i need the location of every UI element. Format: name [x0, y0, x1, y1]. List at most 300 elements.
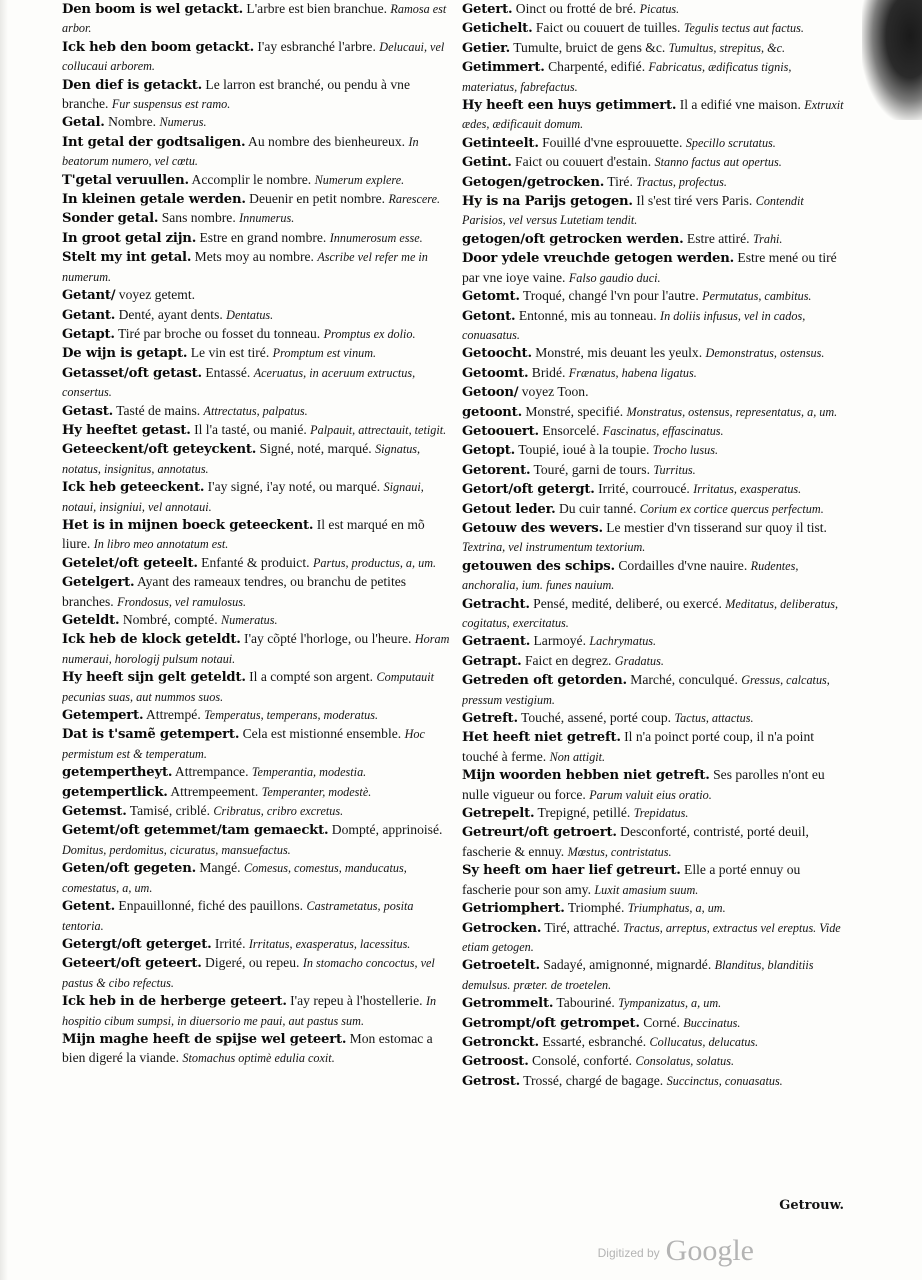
dictionary-entry	[462, 671, 848, 709]
entry-french: Pensé, medité, deliberé, ou exercé.	[529, 595, 722, 611]
entry-latin: Gressus, calcatus, pressum vestigium.	[462, 673, 830, 707]
entry-latin: Stanno factus aut opertus.	[654, 155, 782, 170]
entry-headword: Hy heeft sijn gelt geteldt.	[62, 670, 246, 686]
entry-headword: Getraent.	[462, 634, 531, 650]
entry-latin: Hoc permistum est & temperatum.	[62, 727, 425, 761]
entry-french: Mets moy au nombre.	[191, 249, 314, 265]
entry-headword: Getopt.	[462, 443, 516, 459]
dictionary-entry	[62, 190, 452, 209]
dictionary-entry	[62, 611, 452, 630]
entry-french: Nombré, compté.	[119, 612, 218, 627]
dictionary-entry	[62, 725, 452, 763]
entry-french: Touré, garni de tours.	[530, 461, 650, 477]
entry-latin: Consolatus, solatus.	[635, 1054, 734, 1069]
dictionary-entry	[462, 58, 848, 96]
entry-headword: Getrost.	[462, 1073, 520, 1089]
entry-latin: Buccinatus.	[683, 1015, 741, 1030]
entry-latin: Specillo scrutatus.	[685, 135, 776, 150]
entry-french: Trepigné, petillé.	[534, 805, 631, 821]
entry-latin: Tactus, attactus.	[674, 711, 754, 726]
entry-headword: Getimmert.	[462, 60, 545, 76]
entry-latin: Fabricatus, ædificatus tignis, materiatus, fabrefactus.	[462, 60, 792, 94]
entry-headword: Het is in mijnen boeck geteeckent.	[62, 517, 314, 533]
entry-latin: In libro meo annotatum est.	[93, 537, 229, 552]
entry-latin: Mœstus, contristatus.	[567, 844, 672, 859]
entry-latin: Permutatus, cambitus.	[702, 289, 812, 304]
entry-french: Touché, assené, porté coup.	[517, 710, 672, 726]
entry-headword: Getal.	[62, 115, 105, 131]
entry-latin: Tumultus, strepitus, &c.	[668, 40, 786, 55]
entry-french: Tiré.	[604, 173, 633, 189]
dictionary-entry	[62, 554, 452, 573]
entry-latin: Numerus.	[159, 115, 207, 130]
dictionary-entry	[462, 766, 848, 804]
entry-latin: Ramosa est arbor.	[62, 2, 447, 36]
entry-headword: Getracht.	[462, 596, 530, 612]
entry-french: Cordailles d'vne nauire.	[614, 557, 748, 573]
dictionary-entry	[462, 1072, 848, 1091]
entry-french: Attrempeement.	[167, 783, 259, 799]
entry-headword: Getreden oft getorden.	[462, 673, 627, 689]
dictionary-entry	[462, 956, 848, 994]
entry-latin: Blanditus, blanditiis demulsus. præter. de troetelen.	[462, 958, 814, 992]
entry-latin: Tegulis tectus aut factus.	[683, 21, 804, 36]
dictionary-entry	[462, 441, 848, 460]
entry-headword: Getoouert.	[462, 423, 539, 439]
dictionary-entry	[62, 573, 452, 611]
entry-latin: Numeratus.	[221, 613, 278, 627]
entry-headword: Ick heb in de herberge geteert.	[62, 994, 287, 1010]
dictionary-entry	[62, 421, 452, 440]
dictionary-entry	[462, 899, 848, 918]
entry-latin: Ascribe vel refer me in numerum.	[62, 250, 428, 284]
dictionary-entry	[462, 364, 848, 383]
entry-headword: getouwen des schips.	[462, 558, 615, 574]
entry-french: Sadayé, amignonné, mignardé.	[539, 957, 712, 973]
entry-french: Irrité.	[211, 935, 246, 951]
entry-french: Mangé.	[195, 860, 241, 876]
entry-latin: Irritatus, exasperatus, lacessitus.	[248, 936, 411, 951]
entry-latin: Parum valuit eius oratio.	[589, 787, 712, 802]
entry-french: Ensorcelé.	[538, 422, 600, 438]
catchword: Getrouw.	[779, 1198, 844, 1213]
entry-latin: Signaui, notaui, insigniui, vel annotaui.	[62, 480, 424, 514]
entry-headword: Getemst.	[62, 804, 127, 820]
entry-headword: Getapt.	[62, 326, 115, 342]
entry-latin: Textrina, vel instrumentum textorium.	[462, 540, 646, 555]
entry-headword: Hy heeft een huys getimmert.	[462, 98, 677, 114]
entry-latin: Rarescere.	[388, 192, 441, 207]
entry-french: Desconforté, contristé, porté deuil, fascherie & ennuy.	[462, 824, 809, 859]
entry-latin: Monstratus, ostensus, representatus, a, um.	[626, 404, 838, 419]
entry-headword: Sy heeft om haer lief getreurt.	[462, 863, 681, 879]
dictionary-entry	[462, 307, 848, 345]
dictionary-entry	[462, 383, 848, 402]
entry-headword: Getreft.	[462, 711, 518, 727]
dictionary-entry	[62, 897, 452, 935]
entry-french: Enfanté & produict.	[197, 554, 310, 570]
entry-headword: Getemt/oft getemmet/tam gemaeckt.	[62, 823, 329, 839]
entry-latin: Demonstratus, ostensus.	[705, 346, 825, 361]
entry-latin: Aceruatus, in aceruum extructus, consertus.	[62, 365, 416, 400]
entry-french: Faict ou couuert d'estain.	[511, 154, 652, 170]
dictionary-entry	[462, 994, 848, 1013]
entry-latin: Promptum est vinum.	[272, 346, 377, 361]
entry-latin: Meditatus, deliberatus, cogitatus, exercitatus.	[462, 596, 839, 630]
dictionary-entry	[462, 249, 848, 287]
entry-french: Il l'a tasté, ou manié.	[190, 421, 307, 437]
entry-latin: Cribratus, cribro excretus.	[213, 804, 344, 819]
entry-french: Mon estomac a bien digeré la viande.	[62, 1030, 433, 1066]
entry-latin: Temperantia, modestia.	[251, 765, 367, 780]
entry-headword: Getergt/oft geterget.	[62, 936, 212, 952]
entry-latin: Tractus, profectus.	[636, 174, 727, 189]
dictionary-entry	[62, 229, 452, 248]
entry-french: Attrempance.	[172, 764, 249, 780]
entry-headword: Getier.	[462, 40, 511, 56]
entry-headword: Getrommelt.	[462, 996, 554, 1012]
entry-headword: Getroost.	[462, 1054, 529, 1070]
entry-headword: Getichelt.	[462, 21, 533, 37]
entry-latin: In hospitio cibum sumpsi, in diuersorio me paui, aut pastus sum.	[62, 994, 437, 1028]
dictionary-entry	[62, 286, 452, 305]
entry-french: Le mestier d'vn tisserand sur quoy il tist.	[602, 519, 827, 535]
entry-french: Monstré, specifié.	[521, 403, 624, 419]
dictionary-entry	[462, 230, 848, 249]
right-column	[462, 0, 848, 1200]
entry-headword: Geteldt.	[62, 613, 120, 628]
dictionary-entry	[62, 113, 452, 132]
entry-latin: Numerum explere.	[314, 172, 405, 187]
entry-french: Estre attiré.	[683, 230, 750, 246]
dictionary-entry	[62, 171, 452, 190]
dictionary-entry	[462, 823, 848, 861]
entry-french: Faict ou couuert de tuilles.	[532, 20, 681, 36]
entry-headword: Getogen/getrocken.	[462, 174, 605, 190]
dictionary-entry	[462, 595, 848, 633]
dictionary-entry	[462, 519, 848, 557]
entry-french: Nombre.	[104, 114, 157, 130]
entry-headword: Getasset/oft getast.	[62, 365, 202, 381]
dictionary-entry	[462, 709, 848, 728]
entry-headword: Mijn woorden hebben niet getreft.	[462, 768, 710, 784]
dictionary-entry	[462, 173, 848, 192]
entry-latin: Stomachus optimè edulia coxit.	[182, 1051, 335, 1066]
entry-latin: In doliis infusus, vel in cados, conuasatus.	[462, 308, 806, 342]
dictionary-entry	[462, 19, 848, 38]
entry-headword: Geten/oft gegeten.	[62, 861, 196, 877]
dictionary-entry	[62, 954, 452, 992]
entry-latin: Rudentes, anchoralia, ium. funes nauium.	[462, 558, 799, 593]
dictionary-entry	[462, 344, 848, 363]
digitized-watermark	[598, 1226, 754, 1266]
entry-headword: Getoocht.	[462, 346, 532, 362]
entry-headword: Getronckt.	[462, 1034, 539, 1050]
entry-headword: Dat is t'samẽ getempert.	[62, 727, 240, 743]
entry-latin: In beatorum numero, vel cœtu.	[62, 134, 419, 169]
entry-latin: Partus, productus, a, um.	[312, 555, 437, 570]
entry-headword: De wijn is getapt.	[62, 346, 188, 362]
entry-headword: Getrompt/oft getrompet.	[462, 1015, 640, 1031]
entry-french: Cela est mistionné ensemble.	[239, 726, 402, 742]
dictionary-entry	[62, 306, 452, 325]
dictionary-entry	[62, 478, 452, 516]
dictionary-entry	[462, 403, 848, 422]
dictionary-entry	[62, 859, 452, 897]
entry-headword: Ick heb de klock geteldt.	[62, 632, 241, 648]
entry-french: Bridé.	[528, 364, 566, 380]
dictionary-entry	[62, 516, 452, 554]
entry-headword: Getomt.	[462, 289, 520, 305]
dictionary-entry	[62, 935, 452, 954]
entry-latin: Falso gaudio duci.	[568, 270, 661, 285]
entry-french: L'arbre est bien branchue.	[243, 1, 388, 16]
entry-headword: Den boom is wel getackt.	[62, 2, 244, 17]
entry-headword: Getoomt.	[462, 365, 529, 381]
entry-french: Toupié, ioué à la toupie.	[515, 442, 650, 458]
entry-french: Le larron est branché, ou pendu à vne branche.	[62, 76, 410, 112]
entry-french: Consolé, conforté.	[528, 1053, 633, 1069]
dictionary-entry	[462, 500, 848, 519]
left-column	[62, 0, 452, 1200]
dictionary-entry	[462, 919, 848, 957]
entry-french: Du cuir tanné.	[555, 500, 637, 516]
entry-french: Il a compté son argent.	[245, 669, 374, 685]
dictionary-entry	[62, 706, 452, 725]
entry-french: Marché, conculqué.	[626, 672, 738, 688]
entry-headword: Int getal der godtsaligen.	[62, 134, 246, 150]
dictionary-entry	[462, 96, 848, 134]
ink-blot	[862, 0, 922, 120]
entry-latin: Turritus.	[653, 462, 696, 477]
entry-french: I'ay signé, i'ay noté, ou marqué.	[204, 479, 381, 495]
entry-latin: Tympanizatus, a, um.	[618, 996, 722, 1011]
entry-french: Monstré, mis deuant les yeulx.	[531, 345, 703, 361]
dictionary-entry	[62, 440, 452, 478]
entry-latin: Corium ex cortice quercus perfectum.	[639, 501, 824, 516]
entry-french: Tumulte, bruict de gens &c.	[510, 39, 666, 55]
entry-french: Denté, ayant dents.	[115, 306, 223, 322]
entry-headword: Getant.	[62, 307, 116, 323]
entry-french: Tamisé, criblé.	[126, 803, 210, 819]
entry-headword: Ick heb den boom getackt.	[62, 39, 254, 55]
dictionary-entry	[462, 480, 848, 499]
entry-headword: getempertheyt.	[62, 765, 173, 781]
dictionary-entry	[62, 209, 452, 228]
entry-french: Deuenir en petit nombre.	[245, 191, 386, 207]
entry-french: Le vin est tiré.	[187, 345, 270, 361]
entry-latin: Trocho lusus.	[652, 443, 719, 458]
entry-latin: Innumerus.	[239, 211, 295, 226]
dictionary-entry	[462, 557, 848, 595]
entry-french: Entonné, mis au tonneau.	[515, 307, 657, 323]
entry-latin: Trahi.	[753, 231, 783, 246]
entry-french: I'ay repeu à l'hostellerie.	[286, 993, 423, 1009]
entry-french: I'ay esbranché l'arbre.	[253, 38, 376, 54]
dictionary-entry	[462, 0, 848, 19]
entry-french: Tabouriné.	[553, 995, 615, 1011]
dictionary-entry	[462, 728, 848, 766]
entry-latin: Dentatus.	[226, 307, 274, 322]
dictionary-entry	[462, 804, 848, 823]
dictionary-entry	[462, 1033, 848, 1052]
entry-headword: In kleinen getale werden.	[62, 192, 246, 208]
dictionary-entry	[62, 630, 452, 668]
entry-french: Entassé.	[201, 364, 251, 380]
entry-latin: Comesus, comestus, manducatus, comestatus, a, um.	[62, 861, 407, 895]
entry-french: Estre en grand nombre.	[196, 229, 327, 245]
entry-headword: Het heeft niet getreft.	[462, 730, 621, 746]
entry-latin: Signatus, notatus, insignitus, annotatus.	[62, 442, 421, 476]
watermark-prefix: Digitized by	[597, 1246, 660, 1260]
entry-headword: T'getal veruullen.	[62, 172, 189, 188]
entry-latin: Attrectatus, palpatus.	[203, 403, 308, 418]
dictionary-entry	[62, 783, 452, 802]
dictionary-entry	[62, 325, 452, 344]
dictionary-entry	[462, 39, 848, 58]
entry-french: Ayant des rameaux tendres, ou branchu de petites branches.	[62, 574, 407, 609]
entry-headword: Getont.	[462, 308, 516, 324]
dictionary-entry	[462, 652, 848, 671]
entry-french: Digeré, ou repeu.	[201, 955, 300, 971]
entry-french: Tiré, attraché.	[541, 919, 620, 935]
entry-french: I'ay cõpté l'horloge, ou l'heure.	[240, 631, 412, 647]
entry-french: Il s'est tiré vers Paris.	[632, 193, 753, 209]
entry-latin: Innumerosum esse.	[329, 230, 423, 245]
dictionary-entry	[462, 134, 848, 153]
entry-french: voyez Toon.	[518, 384, 589, 400]
dictionary-entry	[462, 861, 848, 899]
page-edge-shadow	[0, 0, 8, 1280]
dictionary-entry	[462, 422, 848, 441]
entry-headword: Mijn maghe heeft de spijse wel geteert.	[62, 1031, 347, 1047]
entry-latin: Castrametatus, posita tentoria.	[62, 899, 414, 933]
dictionary-entry	[62, 802, 452, 821]
entry-headword: Getelgert.	[62, 575, 135, 591]
entry-headword: Hy heeftet getast.	[62, 422, 191, 438]
entry-headword: In groot getal zijn.	[62, 230, 197, 246]
entry-headword: Getrocken.	[462, 920, 542, 936]
entry-headword: Stelt my int getal.	[62, 250, 192, 266]
entry-french: Il a edifié vne maison.	[676, 97, 801, 113]
entry-headword: Getorent.	[462, 462, 531, 478]
dictionary-entry	[462, 192, 848, 230]
entry-french: Dompté, apprinoisé.	[328, 822, 443, 838]
entry-latin: Temperanter, modestè.	[261, 784, 372, 799]
dictionary-entry	[462, 632, 848, 651]
entry-headword: Geteert/oft geteert.	[62, 956, 202, 972]
entry-latin: Lachrymatus.	[589, 634, 657, 649]
dictionary-entry	[462, 461, 848, 480]
entry-latin: Irritatus, exasperatus.	[693, 482, 802, 497]
entry-french: Larmoyé.	[530, 633, 586, 649]
entry-headword: getoont.	[462, 404, 522, 420]
entry-french: Attrempé.	[143, 707, 201, 723]
entry-latin: Tractus, arreptus, extractus vel ereptus. Vide etiam getogen.	[462, 920, 841, 954]
entry-latin: Fascinatus, effascinatus.	[602, 423, 724, 438]
entry-french: Signé, noté, marqué.	[256, 441, 372, 457]
entry-latin: Gradatus.	[614, 653, 664, 668]
entry-latin: Triumphatus, a, um.	[627, 901, 726, 916]
dictionary-entry	[62, 402, 452, 421]
entry-headword: Getout leder.	[462, 501, 556, 517]
dictionary-entry	[62, 133, 452, 171]
entry-headword: Getinteelt.	[462, 135, 539, 151]
entry-french: Elle a porté ennuy ou fascherie pour son amy.	[462, 862, 801, 897]
entry-headword: getempertlick.	[62, 784, 168, 800]
entry-headword: Sonder getal.	[62, 211, 159, 227]
entry-french: Il est marqué en mõ liure.	[62, 516, 425, 552]
entry-latin: Promptus ex dolio.	[323, 326, 416, 341]
entry-french: Sans nombre.	[158, 210, 236, 226]
dictionary-entry	[462, 1052, 848, 1071]
entry-latin: Palpauit, attrectauit, tetigit.	[310, 422, 447, 437]
entry-headword: Getoon/	[462, 385, 519, 401]
dictionary-entry	[62, 76, 452, 114]
entry-latin: Frænatus, habena ligatus.	[568, 365, 697, 380]
entry-headword: Getast.	[62, 403, 113, 419]
entry-french: Ses parolles n'ont eu nulle vigueur ou force.	[462, 767, 825, 802]
entry-headword: Getant/	[62, 288, 116, 304]
dictionary-entry	[62, 668, 452, 706]
entry-latin: Picatus.	[639, 2, 680, 16]
dictionary-entry	[462, 1014, 848, 1033]
entry-french: Fouillé d'vne esprouuette.	[538, 134, 683, 150]
entry-headword: Getelet/oft geteelt.	[62, 555, 198, 571]
entry-latin: Trepidatus.	[633, 806, 689, 821]
entry-headword: Getrapt.	[462, 653, 522, 669]
entry-french: Trossé, chargé de bagage.	[520, 1072, 664, 1088]
entry-latin: Succinctus, conuasatus.	[666, 1073, 783, 1088]
dictionary-entry	[62, 1030, 452, 1068]
entry-headword: Geteeckent/oft geteyckent.	[62, 442, 257, 458]
entry-headword: Getempert.	[62, 708, 144, 724]
entry-french: Tiré par broche ou fosset du tonneau.	[114, 325, 321, 341]
entry-french: Accomplir le nombre.	[188, 171, 312, 187]
entry-french: Irrité, courroucé.	[594, 481, 690, 497]
dictionary-entry	[62, 344, 452, 363]
entry-headword: getogen/oft getrocken werden.	[462, 231, 684, 247]
entry-latin: Collucatus, delucatus.	[649, 1034, 759, 1049]
dictionary-entry	[62, 364, 452, 402]
entry-french: voyez getemt.	[115, 287, 196, 303]
entry-latin: Non attigit.	[549, 749, 606, 764]
entry-latin: Contendit Parisios, vel versus Lutetiam tendit.	[462, 194, 804, 228]
entry-french: Charpenté, edifié.	[544, 59, 646, 75]
entry-french: Enpauillonné, fiché des pauillons.	[115, 898, 304, 914]
entry-french: Au nombre des bienheureux.	[245, 133, 406, 149]
entry-latin: Computauit pecunias suas, aut nummos suos.	[62, 670, 435, 704]
entry-french: Triomphé.	[564, 900, 625, 916]
entry-latin: Fur suspensus est ramo.	[111, 97, 231, 112]
dictionary-entry	[62, 248, 452, 286]
entry-latin: Delucaui, vel collucaui arborem.	[62, 39, 445, 74]
entry-french: Essarté, esbranché.	[538, 1033, 647, 1049]
dictionary-entry	[62, 38, 452, 76]
dictionary-entry	[62, 821, 452, 859]
entry-french: Troqué, changé l'vn pour l'autre.	[519, 288, 699, 304]
entry-latin: Horam numeraui, horologij pulsum notaui.	[62, 632, 450, 666]
entry-headword: Getreurt/oft getroert.	[462, 825, 617, 841]
entry-latin: Frondosus, vel ramulosus.	[117, 594, 246, 609]
entry-french: Il n'a poinct porté coup, il n'a point touché à ferme.	[462, 729, 815, 764]
entry-headword: Getriomphert.	[462, 901, 565, 917]
dictionary-entry	[62, 0, 452, 38]
entry-latin: Temperatus, temperans, moderatus.	[204, 708, 379, 723]
entry-headword: Getent.	[62, 899, 116, 915]
entry-french: Corné.	[639, 1014, 680, 1030]
dictionary-entry	[462, 287, 848, 306]
